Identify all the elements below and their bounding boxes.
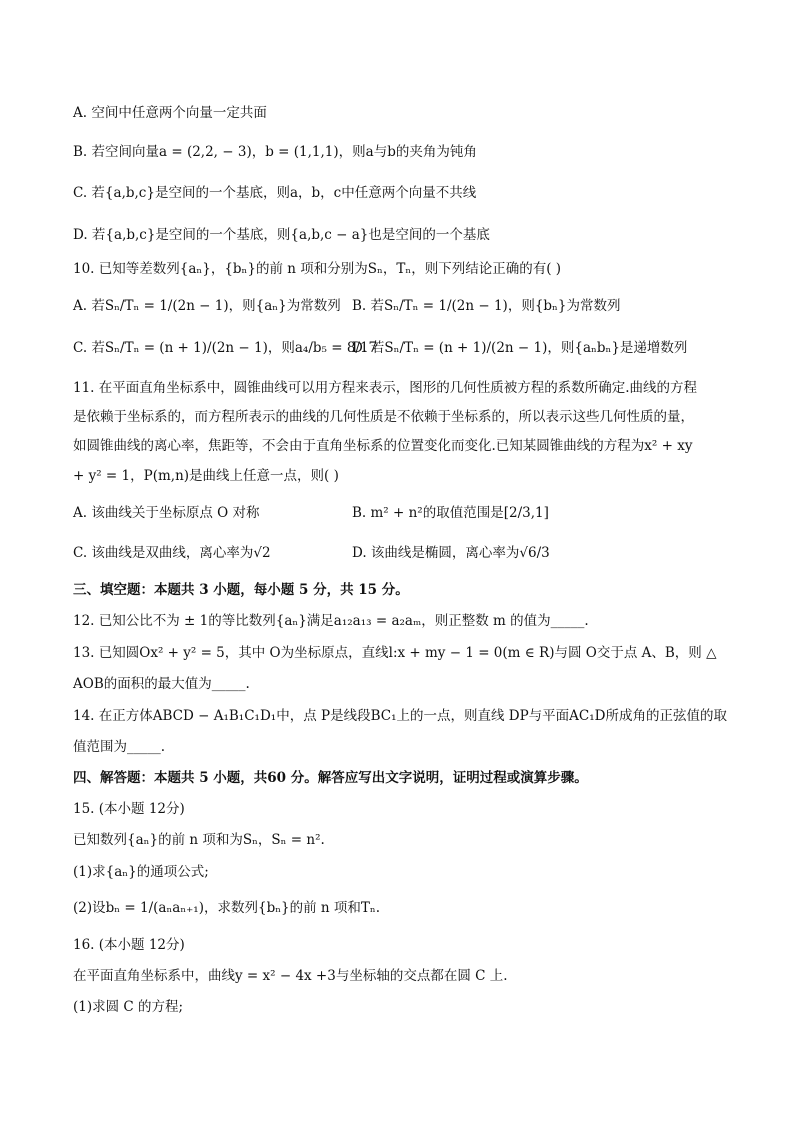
- q10-option-c: C. 若Sₙ/Tₙ = (n + 1)/(2n − 1)，则a₄/b₅ = 8/17: [73, 340, 378, 356]
- q15-part-2: (2)设bₙ = 1/(aₙaₙ₊₁)，求数列{bₙ}的前 n 项和Tₙ.: [73, 900, 381, 916]
- q9-option-d: D. 若{a,b,c}是空间的一个基底，则{a,b,c − a}也是空间的一个基底: [73, 227, 490, 243]
- q15-part-1: (1)求{aₙ}的通项公式;: [73, 864, 209, 880]
- q10-option-b: B. 若Sₙ/Tₙ = 1/(2n − 1)，则{bₙ}为常数列: [352, 298, 621, 314]
- q11-option-b: B. m² + n²的取值范围是[2/3,1]: [352, 505, 549, 521]
- q11-line-2: 是依赖于坐标系的，而方程所表示的曲线的几何性质是不依赖于坐标系的，所以表示这些几何性质的量，: [73, 409, 694, 425]
- q11-option-c: C. 该曲线是双曲线，离心率为√2: [73, 545, 271, 561]
- q9-option-c: C. 若{a,b,c}是空间的一个基底，则a，b，c中任意两个向量不共线: [73, 185, 477, 201]
- q10-stem: 10. 已知等差数列{aₙ}，{bₙ}的前 n 项和分别为Sₙ，Tₙ，则下列结论正确的有( ): [73, 261, 562, 277]
- q13-line-2: AOB的面积的最大值为_____.: [73, 676, 250, 692]
- q11-line-3: 如圆锥曲线的离心率，焦距等，不会由于直角坐标系的位置变化而变化.已知某圆锥曲线的方程为x² + xy: [73, 438, 693, 454]
- q16-part-1: (1)求圆 C 的方程;: [73, 999, 184, 1015]
- q9-option-a: A. 空间中任意两个向量一定共面: [73, 105, 267, 121]
- q14-line-1: 14. 在正方体ABCD − A₁B₁C₁D₁中，点 P是线段BC₁上的一点，则直线 DP与平面AC₁D所成角的正弦值的取: [73, 708, 727, 724]
- q14-line-2: 值范围为_____.: [73, 739, 166, 755]
- q9-option-b: B. 若空间向量a = (2,2, − 3)，b = (1,1,1)，则a与b的夹角为钝角: [73, 144, 477, 160]
- q11-line-1: 11. 在平面直角坐标系中，圆锥曲线可以用方程来表示，图形的几何性质被方程的系数所确定.曲线的方程: [73, 380, 698, 396]
- q10-option-a: A. 若Sₙ/Tₙ = 1/(2n − 1)，则{aₙ}为常数列: [73, 298, 341, 314]
- q16-header: 16. (本小题 12分): [73, 937, 185, 953]
- q11-option-a: A. 该曲线关于坐标原点 O 对称: [73, 505, 260, 521]
- q13-line-1: 13. 已知圆Ox² + y² = 5，其中 O为坐标原点，直线l:x + my − 1 = 0(m ∈ R)与圆 O交于点 A、B，则 △: [73, 645, 717, 661]
- q11-line-4: + y² = 1，P(m,n)是曲线上任意一点，则( ): [73, 468, 339, 484]
- q16-stem: 在平面直角坐标系中，曲线y = x² − 4x +3与坐标轴的交点都在圆 C 上.: [73, 968, 508, 984]
- q12-text: 12. 已知公比不为 ± 1的等比数列{aₙ}满足a₁₂a₁₃ = a₂aₘ，则正整数 m 的值为_____.: [73, 613, 589, 629]
- section-4-heading: 四、解答题：本题共 5 小题，共60 分。解答应写出文字说明，证明过程或演算步骤。: [73, 770, 588, 786]
- q15-stem: 已知数列{aₙ}的前 n 项和为Sₙ，Sₙ = n².: [73, 832, 325, 848]
- q15-header: 15. (本小题 12分): [73, 801, 185, 817]
- section-3-heading: 三、填空题：本题共 3 小题，每小题 5 分，共 15 分。: [73, 582, 409, 598]
- q10-option-d: D. 若Sₙ/Tₙ = (n + 1)/(2n − 1)，则{aₙbₙ}是递增数列: [352, 340, 688, 356]
- q11-option-d: D. 该曲线是椭圆，离心率为√6/3: [352, 545, 550, 561]
